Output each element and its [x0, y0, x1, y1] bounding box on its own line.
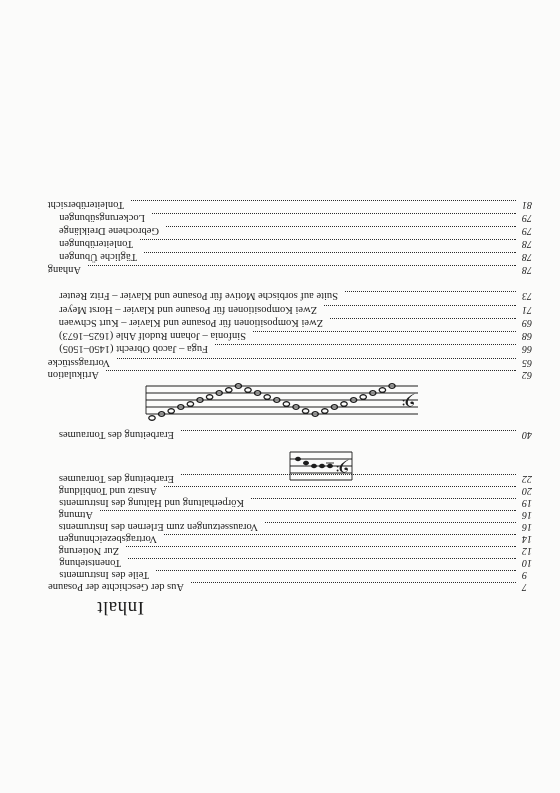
toc-page-number: 62 [522, 369, 532, 380]
toc-entry [0, 197, 560, 211]
toc-label: Artikulation [48, 367, 102, 381]
toc-page-number: 16 [522, 509, 532, 520]
toc-entry [0, 223, 560, 237]
toc-leader-dots [100, 510, 516, 512]
toc-entry [0, 341, 560, 355]
toc-leader-dots [144, 252, 516, 254]
toc-entry [0, 249, 560, 263]
toc-entry [0, 543, 560, 557]
toc-entry [0, 315, 560, 329]
music-staff-large [142, 368, 422, 428]
music-note [149, 416, 155, 421]
music-note [187, 402, 193, 407]
toc-page-number: 14 [522, 533, 532, 544]
toc-label: Teile des Instruments [59, 567, 152, 581]
toc-entry [0, 579, 560, 593]
toc-label: Zur Notierung [59, 543, 122, 557]
music-note [264, 395, 270, 400]
toc-entry [0, 210, 560, 224]
toc-entry [0, 355, 560, 369]
music-note [302, 409, 308, 414]
toc-label: Tonentstehung [59, 555, 124, 569]
toc-leader-dots [191, 582, 516, 584]
toc-page-number: 79 [522, 212, 532, 223]
toc-entry [0, 302, 560, 316]
toc-page-number: 71 [522, 304, 532, 315]
music-note [341, 402, 347, 407]
toc-label: Ansatz und Tonbildung [59, 483, 160, 497]
toc-leader-dots [253, 331, 516, 333]
toc-label: Anhang [48, 262, 84, 276]
toc-label: Zwei Kompositionen für Posaune und Klavier – Horst Meyer [59, 302, 320, 316]
toc-leader-dots [345, 291, 516, 293]
toc-label: Zwei Kompositionen für Posaune und Klavier – Kurt Schwaen [59, 315, 326, 329]
svg-text:𝄢: 𝄢 [335, 450, 350, 475]
toc-leader-dots [215, 344, 516, 346]
toc-page-number: 73 [522, 290, 532, 301]
toc-label: Aus der Geschichte der Posaune [48, 579, 187, 593]
toc-entry [0, 262, 560, 276]
toc-label: Lockerungsübungen [59, 210, 148, 224]
toc-leader-dots [330, 318, 516, 320]
toc-entry [0, 555, 560, 569]
toc-label: Sinfonia – Johann Rudolf Ahle (1625–1673) [59, 328, 249, 342]
toc-leader-dots [126, 546, 516, 548]
toc-entry [0, 288, 560, 302]
toc-label: Vortragsstücke [48, 355, 113, 369]
toc-label: Erarbeitung des Tonraumes [59, 427, 177, 441]
toc-leader-dots [156, 570, 516, 572]
music-note [360, 395, 366, 400]
toc-page-number: 81 [522, 199, 532, 210]
music-note [283, 402, 289, 407]
toc-label: Voraussetzungen zum Erlernen des Instruments [59, 519, 261, 533]
toc-entry [0, 236, 560, 250]
music-note [226, 388, 232, 393]
music-note [206, 395, 212, 400]
toc-label: Tägliche Übungen [59, 249, 140, 263]
toc-page-number: 10 [522, 557, 532, 568]
toc-page-number: 19 [522, 497, 532, 508]
toc-leader-dots [324, 305, 516, 307]
toc-label: Atmung [59, 507, 96, 521]
toc-leader-dots [128, 558, 516, 560]
toc-page-number: 9 [522, 569, 527, 580]
toc-page-number: 12 [522, 545, 532, 556]
toc-leader-dots [140, 239, 516, 241]
toc-page-number: 16 [522, 521, 532, 532]
toc-page-number: 68 [522, 330, 532, 341]
toc-leader-dots [265, 522, 516, 524]
toc-leader-dots [117, 358, 516, 360]
toc-page-number: 65 [522, 357, 532, 368]
toc-leader-dots [164, 534, 516, 536]
toc-leader-dots [88, 265, 516, 267]
toc-page-number: 78 [522, 264, 532, 275]
toc-label: Tonleiterübungen [59, 236, 136, 250]
toc-entry [0, 507, 560, 521]
toc-leader-dots [131, 200, 516, 202]
toc-label: Körperhaltung und Haltung des Instruments [59, 495, 247, 509]
toc-page-number: 78 [522, 251, 532, 262]
toc-label: Gebrochene Dreiklänge [59, 223, 162, 237]
toc-entry [0, 519, 560, 533]
toc-page-number: 40 [522, 429, 532, 440]
toc-label: Suite auf sorbische Motive für Posaune und Klavier – Fritz Reuter [59, 288, 341, 302]
toc-entry [0, 531, 560, 545]
toc-page-number: 7 [522, 581, 527, 592]
music-note [245, 388, 251, 393]
page-title: Inhalt [96, 597, 144, 618]
toc-entry [0, 567, 560, 581]
svg-text:𝄢: 𝄢 [401, 384, 416, 409]
toc-entry [0, 495, 560, 509]
toc-label: Fuga – Jacob Obrecht (1450–1505) [59, 341, 211, 355]
toc-label: Erarbeitung des Tonraumes [59, 471, 177, 485]
toc-label: Vortragsbezeichnungen [59, 531, 160, 545]
toc-leader-dots [166, 226, 516, 228]
toc-page-number: 20 [522, 485, 532, 496]
toc-page-number: 69 [522, 317, 532, 328]
toc-page-number: 22 [522, 473, 532, 484]
toc-entry [0, 328, 560, 342]
music-note [379, 388, 385, 393]
toc-leader-dots [152, 213, 516, 215]
toc-label: Tonleiterübersicht [48, 197, 127, 211]
music-note [168, 409, 174, 414]
music-staff-small [120, 424, 360, 494]
toc-page-number: 66 [522, 343, 532, 354]
toc-leader-dots [251, 498, 516, 500]
toc-page-number: 78 [522, 238, 532, 249]
music-note [322, 409, 328, 414]
toc-page-number: 79 [522, 225, 532, 236]
